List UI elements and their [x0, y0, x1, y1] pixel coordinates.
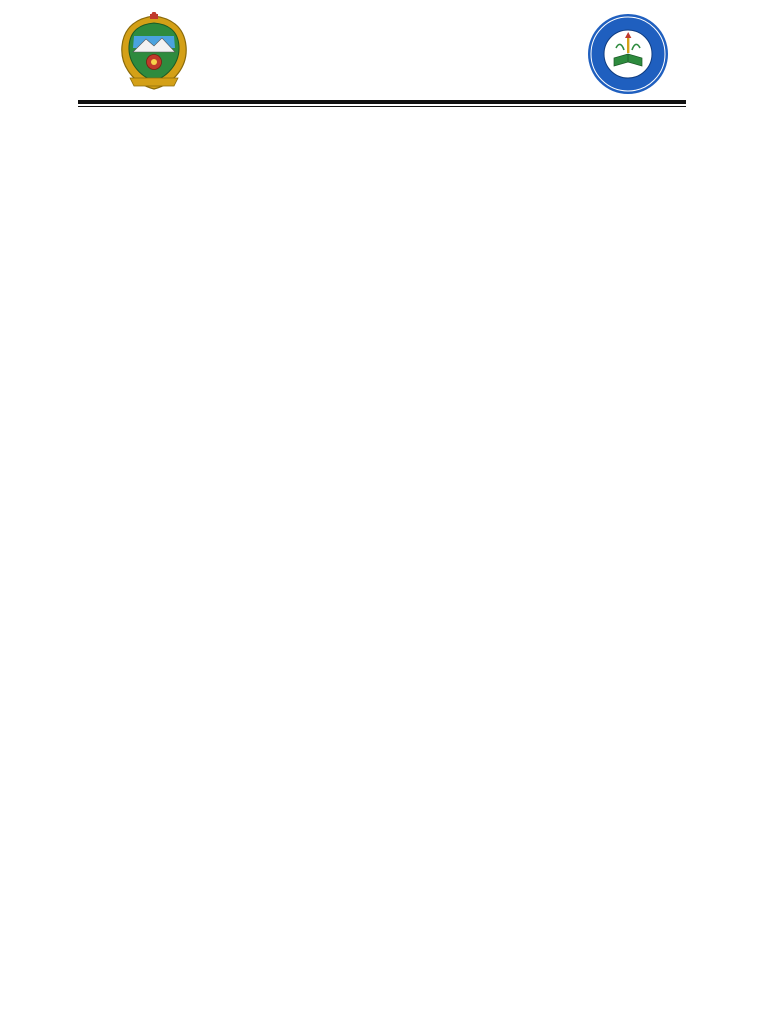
- school-registration: [190, 19, 586, 29]
- letterhead: [0, 0, 768, 110]
- letterhead-divider-thin: [78, 106, 686, 107]
- school-seal-icon: [586, 12, 670, 96]
- provincial-emblem-icon: [118, 12, 190, 92]
- letterhead-text: [190, 18, 586, 29]
- letterhead-divider-thick: [78, 100, 686, 104]
